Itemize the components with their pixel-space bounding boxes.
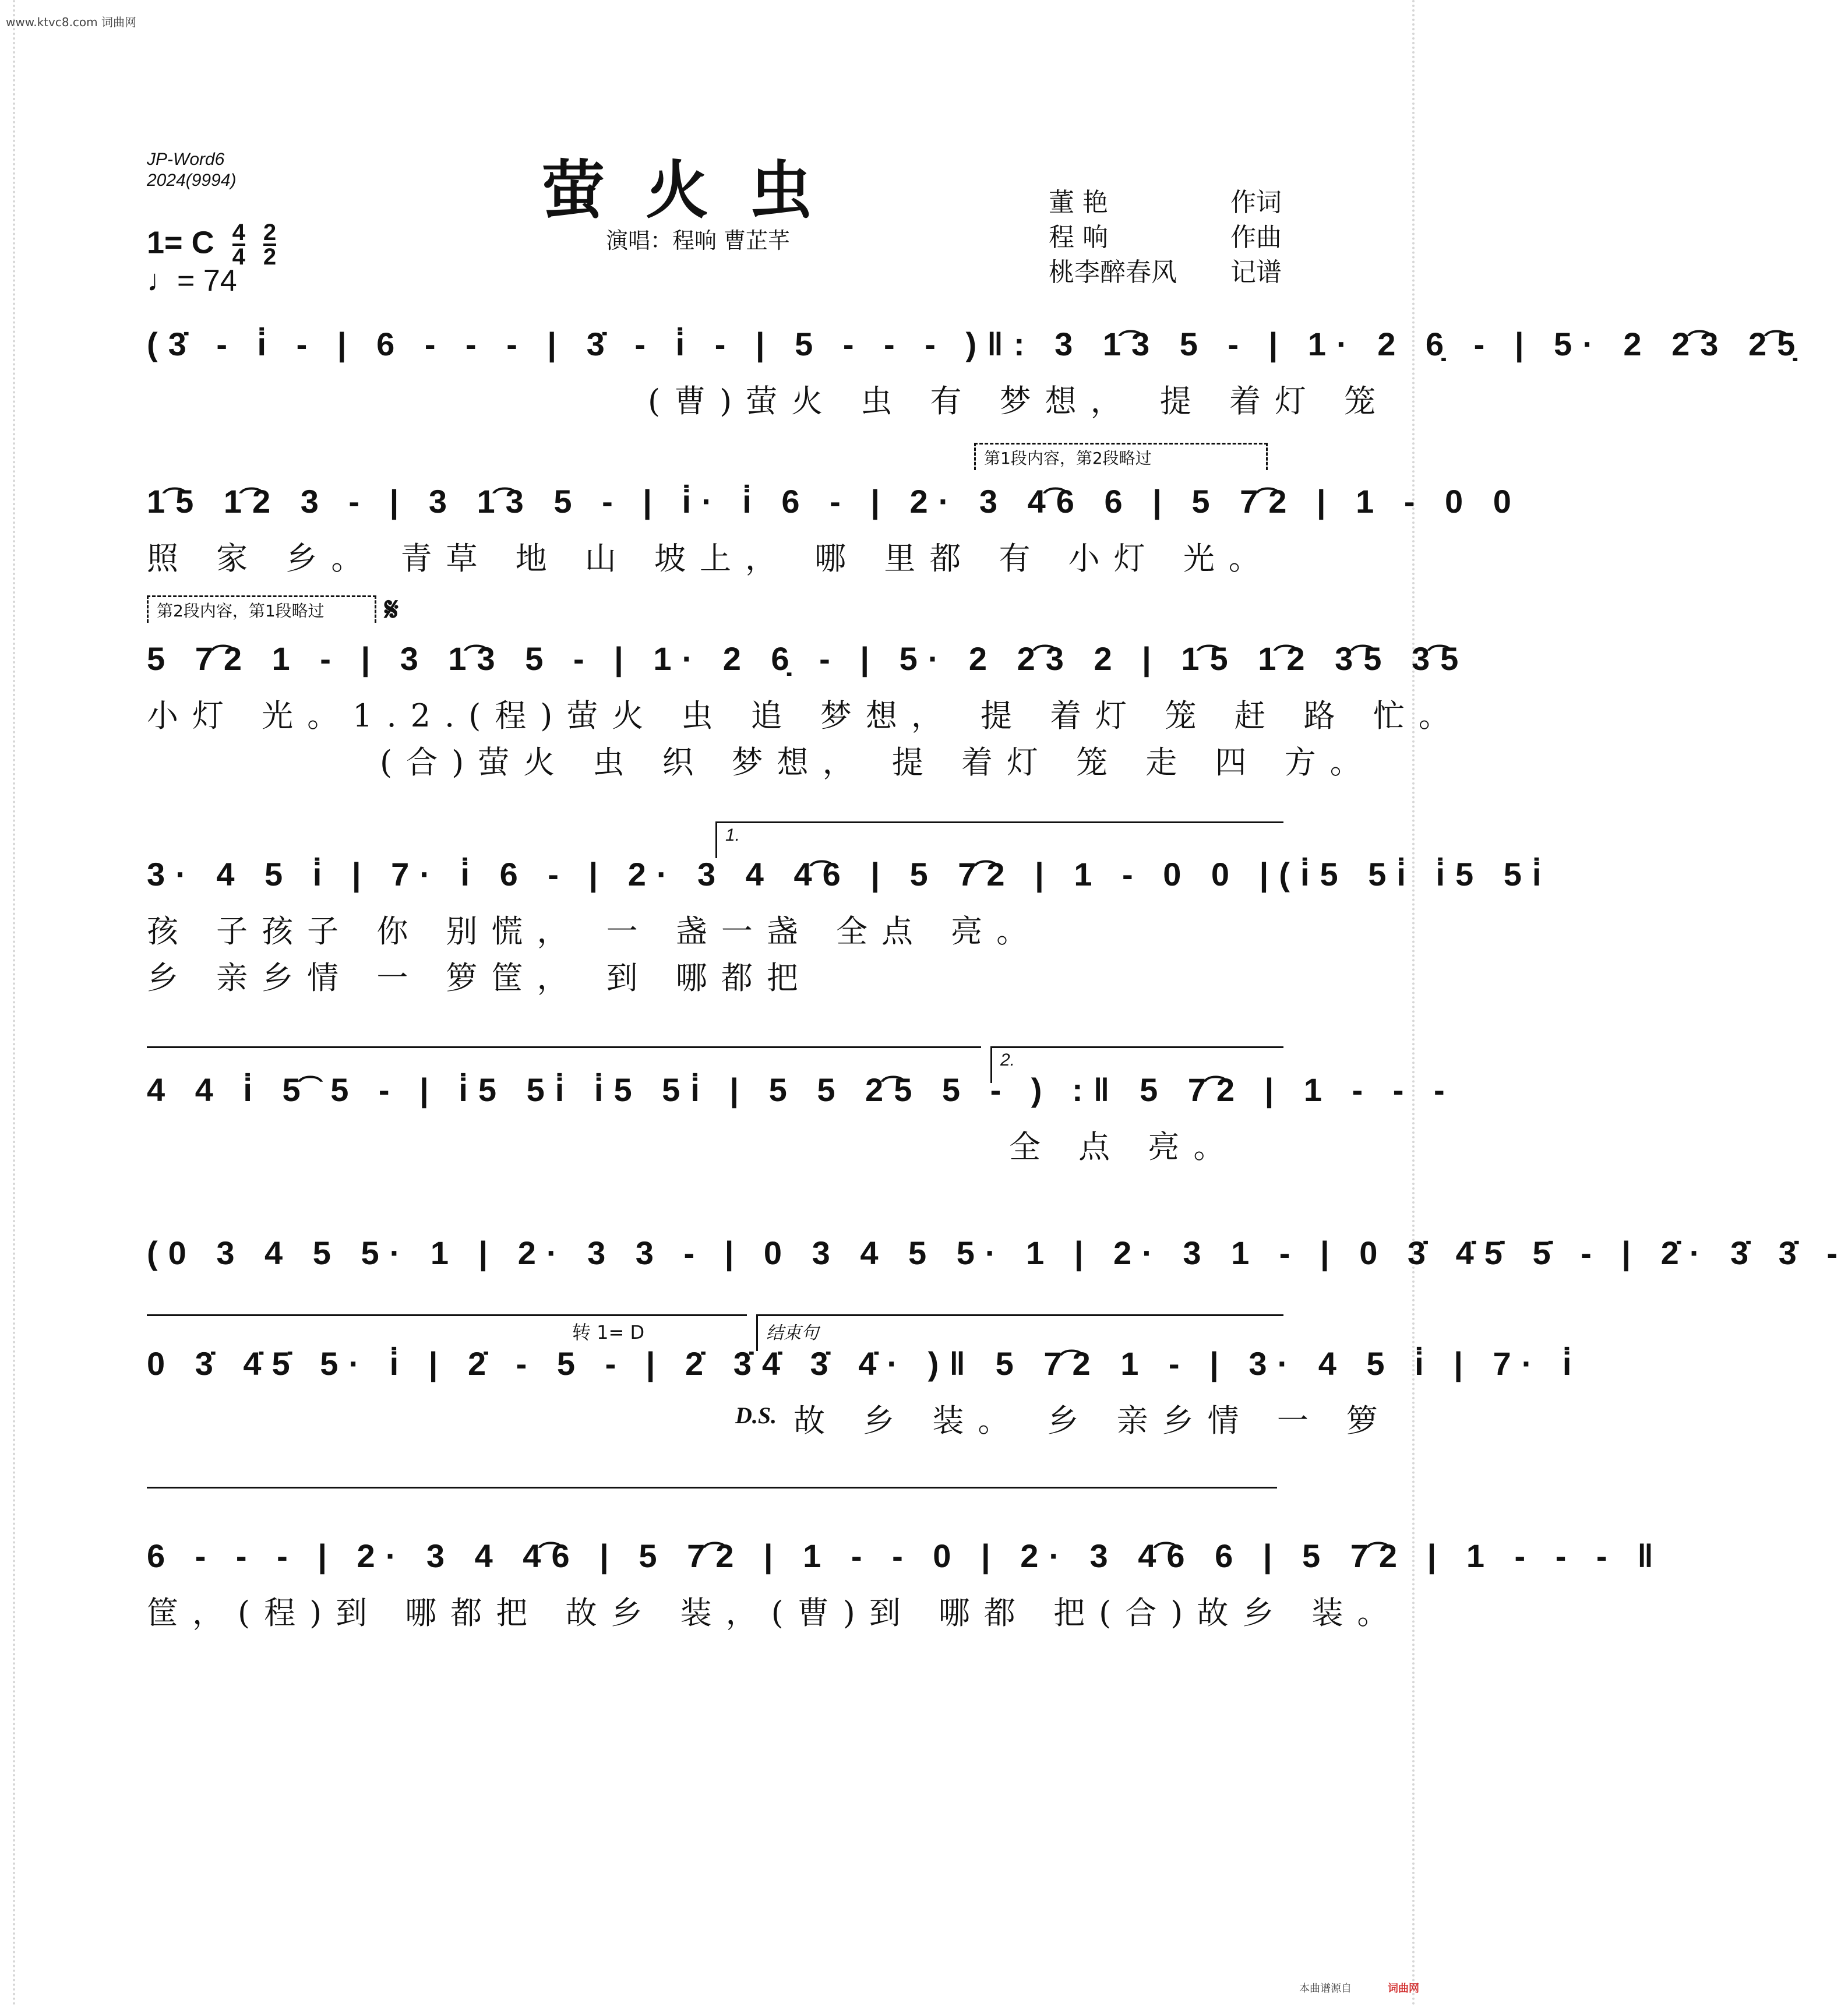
credit-transcriber bbox=[1049, 255, 1282, 290]
lyric-line-2: (合)萤火 虫 织 梦想， 提 着灯 笼 走 四 方。 bbox=[380, 744, 1376, 781]
credit-role: 作词 bbox=[1230, 188, 1282, 217]
volta-number: 1. bbox=[725, 826, 740, 845]
notes: 3· 4 5 i̇ | 7· i̇ 6 - | 2· 3 4 4͡6 | 5 7͡2 | 1 - 0 0 |(i̇5 5i̇ i̇5 5i̇ bbox=[147, 856, 1552, 893]
meter-bottom: 4 bbox=[232, 244, 245, 270]
notes: 5 7͡2 1 - | 3 1͡3 5 - | 1· 2 6̣ - | 5· 2 2͡3 2 | 1͡5 1͡2 3͡5 3͡5 bbox=[147, 640, 1469, 677]
credit-composer bbox=[1049, 220, 1282, 255]
notation-line bbox=[147, 1223, 1848, 1305]
tempo-marking: ♩= 74 bbox=[147, 264, 237, 298]
software-name: JP-Word6 bbox=[147, 150, 225, 169]
meter-top: 4 bbox=[232, 220, 245, 245]
meter-top: 2 bbox=[263, 220, 277, 245]
notes: (3̇ - i̇ - | 6 - - - | 3̇ - i̇ - | 5 - - - )‖: 3 1͡3 5 - | 1· 2 6̣ - | 5· 2 2͡3 2͡5̣ bbox=[147, 326, 1806, 362]
lyric-line-1: 小灯 光。1.2.(程)萤火 虫 追 梦想， 提 着灯 笼 赶 路 忙。 bbox=[147, 697, 1464, 734]
key-label: 1= C bbox=[147, 225, 214, 260]
footer-source-label: 本曲谱源自 bbox=[1299, 1983, 1352, 1995]
notes: (0 3 4 5 5· 1 | 2· 3 3 - | 0 3 4 5 5· 1 | 2· 3 1 - | 0 3̇ 4̇5̇ 5̇ - | 2̇· 3̇ 3̇ - bbox=[147, 1234, 1848, 1271]
credit-name: 程 响 bbox=[1049, 223, 1108, 252]
lyric-line-2: 乡 亲乡情 一 箩筐， 到 哪都把 bbox=[147, 960, 812, 996]
credits bbox=[1049, 185, 1282, 290]
continuation-line bbox=[147, 1487, 1277, 1489]
modulation-line bbox=[147, 1314, 747, 1316]
lyric-line-1: 孩 子孩子 你 别慌， 一 盏一盏 全点 亮。 bbox=[147, 913, 1042, 950]
lyric-line-1: (曹)萤火 虫 有 梦想， 提 着灯 笼 bbox=[648, 383, 1390, 419]
dal-segno: D.S. bbox=[735, 1402, 777, 1428]
footer-brand-logo[interactable]: 词曲网 bbox=[1388, 1983, 1419, 1995]
volta-number: 2. bbox=[1000, 1050, 1015, 1070]
modulation-marking: 转 1= D bbox=[572, 1321, 645, 1343]
credit-role: 记谱 bbox=[1230, 258, 1282, 287]
notes: 4 4 i̇ 5͡ 5 - | i̇5 5i̇ i̇5 5i̇ | 5 5 2͡5 5 - ) :‖ 5 7͡2 | 1 - - - bbox=[147, 1071, 1455, 1108]
first-ending-continuation bbox=[147, 1046, 981, 1048]
lyric-line-1: 筐，(程)到 哪都把 故乡 装，(曹)到 哪都 把(合)故乡 装。 bbox=[147, 1595, 1403, 1631]
ending-phrase-label: 结束句 bbox=[766, 1324, 819, 1343]
credit-name: 桃李醉春风 bbox=[1049, 258, 1177, 287]
lyric-line-1: 全 点 亮。 bbox=[1009, 1128, 1239, 1165]
segno-sign: 𝄋 bbox=[385, 591, 399, 629]
credit-role: 作曲 bbox=[1230, 223, 1282, 252]
lyric-line-1: 照 家 乡。 青草 地 山 坡上， 哪 里都 有 小灯 光。 bbox=[147, 540, 1274, 577]
lyric-line-1: 故 乡 装。 乡 亲乡情 一 箩 bbox=[793, 1402, 1392, 1439]
notes: 6 - - - | 2· 3 4 4͡6 | 5 7͡2 | 1 - - 0 | 2· 3 4͡6 6 | 5 7͡2 | 1 - - - ‖ bbox=[147, 1537, 1664, 1574]
meter-bottom: 2 bbox=[263, 244, 277, 270]
credit-name: 董 艳 bbox=[1049, 188, 1108, 217]
first-verse-bracket: 第1段内容，第2段略过 bbox=[974, 443, 1268, 470]
serial-number: 2024(9994) bbox=[147, 171, 237, 190]
time-signature-a bbox=[232, 221, 245, 268]
page-frame bbox=[13, 0, 1848, 2007]
notes: 1͡5 1͡2 3 - | 3 1͡3 5 - | i̇· i̇ 6 - | 2· 3 4͡6 6 | 5 7͡2 | 1 - 0 0 bbox=[147, 483, 1522, 520]
credit-lyricist bbox=[1049, 185, 1282, 220]
site-url[interactable]: www.ktvc8.com 词曲网 bbox=[6, 15, 137, 29]
song-title: 萤火虫 bbox=[542, 154, 854, 227]
notes: 0 3̇ 4̇5̇ 5· i̇ | 2̇ - 5 - | 2̇ 3̇4̇ 3̇ 4̇· )‖ 5 7͡2 1 - | 3· 4 5 i̇ | 7· i̇ bbox=[147, 1345, 1582, 1382]
key-signature bbox=[147, 221, 276, 268]
software-tag bbox=[147, 149, 236, 191]
second-verse-bracket: 第2段内容，第1段略过 bbox=[147, 595, 376, 623]
performers: 演唱：程响 曹芷芊 bbox=[606, 228, 791, 253]
time-signature-b bbox=[263, 221, 276, 268]
